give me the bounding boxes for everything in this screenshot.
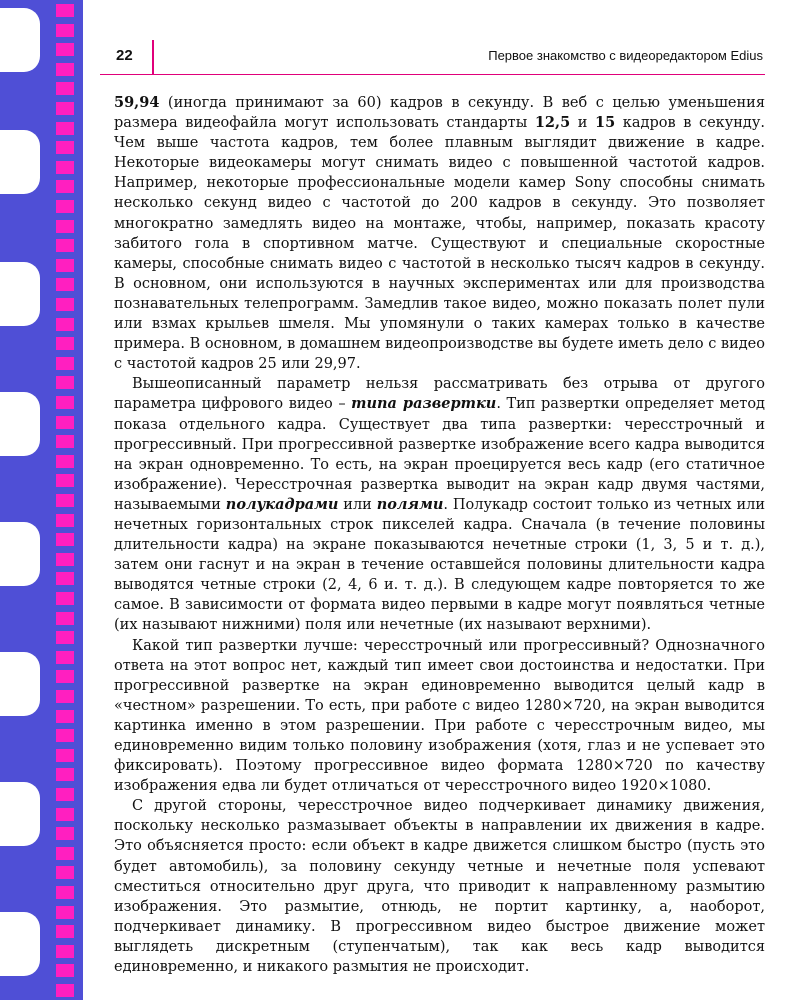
film-frame-bar (0, 782, 40, 846)
sprocket-hole (56, 670, 74, 683)
sprocket-hole (56, 318, 74, 331)
sprocket-hole (56, 102, 74, 115)
page-number: 22 (116, 47, 133, 64)
film-frame-bar (0, 652, 40, 716)
sprocket-hole (56, 220, 74, 233)
text-run: Какой тип развертки лучше: чересстрочный или прогрессивный? Однозначного ответа на этот вопрос нет, каждый тип имеет свои достоинства и недостатки. При прогрессивной развертке на экран единовременно выводится целый кадр в «честном» разрешении. То есть, при работе с видео 1280×720, на экран выводится картинка именно в этом разрешении. При работе с чересстрочным видео, мы единовременно видим только половину изображения (хотя, глаз и не успевает это фиксировать). Поэтому прогрессивное видео формата 1280×720 по качеству изображения едва ли будет отличаться от чересстрочного видео 1920×1080. (114, 637, 765, 795)
sprocket-hole (56, 43, 74, 56)
sprocket-hole (56, 533, 74, 546)
sprocket-hole (56, 396, 74, 409)
sprocket-hole (56, 847, 74, 860)
sprocket-hole (56, 631, 74, 644)
sprocket-hole (56, 161, 74, 174)
sprocket-hole (56, 200, 74, 213)
sprocket-hole (56, 553, 74, 566)
sprocket-hole (56, 827, 74, 840)
sprocket-hole (56, 494, 74, 507)
sprocket-hole (56, 455, 74, 468)
sprocket-hole (56, 376, 74, 389)
sprocket-hole (56, 180, 74, 193)
sprocket-hole (56, 259, 74, 272)
film-frame-bar (0, 130, 40, 194)
text-run: . Полукадр состоит только из четных или нечетных горизонтальных строк пикселей кадра. Сначала (в течение половины длительности кадра) на экране показываются нечетные строки (1, 3, 5 и т. д.), затем они гаснут и на экран в течение оставшейся половины длительности кадра выводятся четные строки (2, 4, 6 и. т. д.). В следующем кадре повторяется то же самое. В зависимости от формата видео первыми в кадре могут появляться четные (их называют нижними) поля или нечетные (их называют верхними). (114, 496, 765, 634)
text-run: и (570, 115, 596, 132)
text-run: кадров в секунду. Чем выше частота кадров, тем более плавным выглядит движение в кадре. Некоторые видеокамеры могут снимать видео с повышенной частотой кадров. Например, некоторые профессиональные модели камер Sony способны снимать несколько секунд видео с частотой до 200 кадров в секунду. Это позволяет многократно замедлять видео на монтаже, чтобы, например, показать красоту забитого гола в спортивном матче. Существуют и специальные скоростные камеры, способные снимать видео с частотой в несколько тысяч кадров в секунду. В основном, они используются в научных экспериментах или для производства познавательных телепрограмм. Замедлив такое видео, можно показать полет пули или взмах крыльев шмеля. Мы упомянули о таких камерах только в качестве примера. В основном, в домашнем видеопроизводстве вы будете иметь дело с видео с частотой кадров 25 или 29,97. (114, 115, 765, 373)
sprocket-hole (56, 357, 74, 370)
sprocket-hole (56, 906, 74, 919)
sprocket-hole (56, 24, 74, 37)
sprocket-hole (56, 945, 74, 958)
running-title: Первое знакомство с видеоредактором Edius (488, 48, 763, 63)
body-text (114, 93, 765, 977)
film-frame-bar (0, 912, 40, 976)
sprocket-hole (56, 592, 74, 605)
sprocket-hole (56, 82, 74, 95)
sprocket-hole (56, 514, 74, 527)
sprocket-hole (56, 474, 74, 487)
header-separator (152, 40, 154, 74)
sprocket-hole (56, 572, 74, 585)
film-strip-decoration (0, 0, 83, 1000)
sprocket-hole (56, 63, 74, 76)
film-frame-bar (0, 522, 40, 586)
term-emphasis: полукадрами (225, 495, 339, 513)
sprocket-hole (56, 925, 74, 938)
sprocket-hole (56, 4, 74, 17)
paragraph (114, 636, 765, 797)
sprocket-hole (56, 416, 74, 429)
term-emphasis: полями (376, 495, 444, 513)
film-frame-bar (0, 392, 40, 456)
text-run: или (338, 496, 377, 513)
film-frame-bar (0, 8, 40, 72)
sprocket-hole (56, 239, 74, 252)
sprocket-hole (56, 808, 74, 821)
text-run: С другой стороны, чересстрочное видео подчеркивает динамику движения, поскольку несколько размазывает объекты в направлении их движения в кадре. Это объясняется просто: если объект в кадре движется слишком быстро (пусть это будет автомобиль), за половину секунду четные и нечетные поля успевают сместиться относительно друг друга, что приводит к направленному размытию изображения. Это размытие, отнюдь, не портит картинку, а, наоборот, подчеркивает динамику. В прогрессивном видео быстрое движение может выглядеть дискретным (ступенчатым), так как весь кадр выводится единовременно, и никакого размытия не происходит. (114, 798, 765, 976)
bold-number: 59,94 (114, 94, 160, 111)
paragraph (114, 796, 765, 977)
sprocket-hole (56, 122, 74, 135)
sprocket-hole (56, 690, 74, 703)
text-run: (иногда принимают за 60) кадров в секунду. В веб с целью уменьшения размера видеофайла могут использовать стандарты (114, 95, 765, 132)
sprocket-hole (56, 749, 74, 762)
sprocket-hole (56, 964, 74, 977)
film-frame-bar (0, 262, 40, 326)
sprocket-hole (56, 141, 74, 154)
text-run: Вышеописанный параметр нельзя рассматривать без отрыва от другого параметра цифрового видео – (114, 376, 765, 413)
sprocket-hole (56, 337, 74, 350)
sprocket-hole (56, 710, 74, 723)
sprocket-hole (56, 788, 74, 801)
paragraph (114, 93, 765, 374)
bold-number: 12,5 (534, 114, 571, 132)
term-emphasis: типа развертки (351, 395, 497, 413)
page-header (100, 40, 765, 75)
sprocket-hole (56, 278, 74, 291)
sprocket-hole (56, 886, 74, 899)
sprocket-hole (56, 651, 74, 664)
sprocket-hole (56, 984, 74, 997)
sprocket-hole (56, 729, 74, 742)
sprocket-hole (56, 612, 74, 625)
sprocket-hole (56, 866, 74, 879)
sprocket-hole (56, 298, 74, 311)
text-run: . Тип развертки определяет метод показа отдельного кадра. Существует два типа развертки: чересстрочный и прогрессивный. При прогрессивной развертке изображение всего кадра выводится на экран одновременно. То есть, на экран проецируется весь кадр (его статичное изображение). Чересстрочная развертка выводит на экран кадр двумя частями, называемыми (114, 396, 765, 513)
bold-number: 15 (595, 114, 616, 132)
sprocket-hole (56, 435, 74, 448)
sprocket-hole (56, 768, 74, 781)
paragraph (114, 374, 765, 635)
